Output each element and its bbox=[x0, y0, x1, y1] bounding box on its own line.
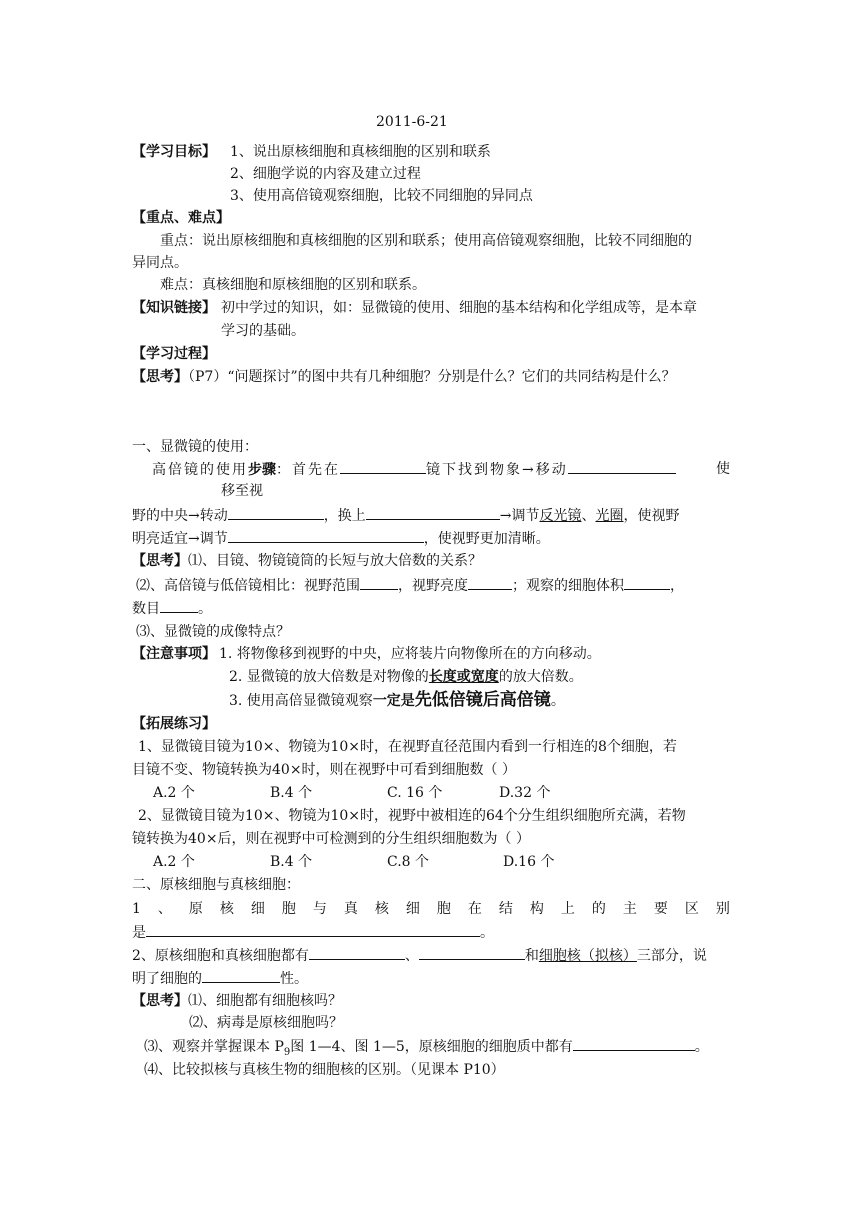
exercise-1-line-2: 目镜不变、物镜转换为40×时，则在视野中可看到细胞数（ ） bbox=[132, 762, 516, 778]
exercise-1-option-b: B.4 个 bbox=[270, 785, 313, 801]
section-2-item-1 bbox=[132, 899, 730, 919]
section-1-think-q3: ⑶、显微镜的成像特点？ bbox=[136, 624, 290, 640]
exercise-1-option-d: D.32 个 bbox=[499, 785, 551, 801]
item-1-char: 区 bbox=[684, 901, 699, 917]
exercise-2-line-1: 2、显微镜目镜为10×、物镜为10×时，视野中被相连的64个分生组织细胞所充满，若物 bbox=[138, 808, 686, 824]
note-3: 3. 使用高倍显微镜观察一定是先低倍镜后高倍镜。 bbox=[229, 690, 565, 710]
blank-move bbox=[568, 459, 676, 474]
exercise-2-option-b: B.4 个 bbox=[270, 854, 313, 870]
knowledge-link-line-2: 学习的基础。 bbox=[221, 323, 305, 339]
key-point-line-1: 重点：说出原核细胞和真核细胞的区别和联系；使用高倍镜观察细胞，比较不同细胞的 bbox=[160, 233, 692, 249]
section-1-think-q2: ⑵、高倍镜与低倍镜相比：视野范围 ，视野亮度 ；观察的细胞体积 ， bbox=[136, 575, 684, 596]
item-1-char: 的 bbox=[591, 901, 606, 917]
section-2-title: 二、原核细胞与真核细胞： bbox=[132, 877, 300, 893]
section-2-think-q3: ⑶、观察并掌握课本 $P_9$图 1—4、图 1—5，原核细胞的细胞质中都有 。 bbox=[144, 1036, 709, 1063]
blank-structure-1 bbox=[309, 945, 405, 960]
exercise-2-option-d: D.16 个 bbox=[503, 854, 555, 870]
section-2-item-1-cont: 是 。 bbox=[132, 922, 494, 943]
exercise-2-option-c: C.8 个 bbox=[387, 854, 430, 870]
item-1-char: 别 bbox=[715, 901, 730, 917]
blank-lens bbox=[340, 459, 426, 474]
item-1-char: 要 bbox=[653, 901, 668, 917]
objective-3: 3、使用高倍镜观察细胞，比较不同细胞的异同点 bbox=[230, 188, 533, 204]
item-1-char: 与 bbox=[312, 901, 327, 917]
exercise-2-line-2: 镜转换为40×后，则在视野中可检测到的分生组织细胞数为（ ） bbox=[132, 831, 530, 847]
process-tag: 【学习过程】 bbox=[132, 346, 216, 362]
blank-main-difference bbox=[146, 922, 480, 937]
item-1-char: 细 bbox=[405, 901, 420, 917]
item-1-char: 核 bbox=[219, 901, 234, 917]
steps-line-cont: 移至视 bbox=[221, 483, 263, 499]
objective-1: 1、说出原核细胞和真核细胞的区别和联系 bbox=[230, 144, 491, 160]
key-point-line-2: 异同点。 bbox=[132, 255, 188, 271]
blank-cell-property bbox=[202, 968, 280, 983]
blank-switch bbox=[366, 505, 500, 520]
note-1: 1. 将物像移到视野的中央，应将装片向物像所在的方向移动。 bbox=[219, 646, 601, 662]
section-1-think-q2-cont: 数目 。 bbox=[132, 598, 212, 619]
item-1-char: 细 bbox=[250, 901, 265, 917]
exercise-1-option-c: C. 16 个 bbox=[387, 785, 443, 801]
reflector-term: 反光镜 bbox=[539, 508, 582, 524]
section-2-item-2: 2、原核细胞和真核细胞都有 、 和细胞核（拟核）三部分，说 bbox=[132, 945, 707, 966]
item-1-char: 原 bbox=[188, 901, 203, 917]
nucleus-term: 细胞核（拟核） bbox=[538, 948, 637, 964]
item-1-char: 、 bbox=[157, 901, 172, 917]
blank-adjust bbox=[228, 528, 424, 543]
think-question-text: （P7）“问题探讨”的图中共有几种细胞？分别是什么？它们的共同结构是什么？ bbox=[188, 369, 676, 385]
steps-label: 步骤 bbox=[248, 462, 276, 478]
blank-field-brightness bbox=[468, 575, 512, 590]
blank-cell-volume bbox=[624, 575, 670, 590]
blank-cytoplasm bbox=[573, 1036, 695, 1051]
aperture-term: 光圈 bbox=[595, 508, 624, 524]
section-2-think-q4: ⑷、比较拟核与真核生物的细胞核的区别。（见课本 P10） bbox=[144, 1062, 505, 1078]
steps-line: 高倍镜的使用步骤：首先在 镜下找到物象→移动 使 bbox=[152, 461, 730, 478]
section-1-title: 一、显微镜的使用： bbox=[132, 439, 258, 455]
exercise-1-line-1: 1、显微镜目镜为10×、物镜为10×时，在视野直径范围内看到一行相连的8个细胞，若 bbox=[138, 739, 677, 755]
exercises-tag: 【拓展练习】 bbox=[132, 716, 216, 732]
objectives-tag: 【学习目标】 bbox=[132, 144, 216, 160]
blank-turn bbox=[228, 505, 324, 520]
think-tag: 【思考】 bbox=[132, 369, 188, 385]
item-1-char: 1 bbox=[132, 901, 141, 917]
steps-line-3: 野的中央→转动 ，换上 →调节反光镜、光圈，使视野 bbox=[132, 505, 679, 526]
section-2-think-q2: ⑵、病毒是原核细胞吗？ bbox=[189, 1015, 343, 1031]
low-then-high: 先低倍镜后高倍镜 bbox=[414, 690, 551, 710]
think-question-1 bbox=[132, 367, 676, 387]
item-1-char: 主 bbox=[622, 901, 637, 917]
item-1-char: 真 bbox=[343, 901, 358, 917]
item-1-char: 构 bbox=[529, 901, 544, 917]
item-1-char: 在 bbox=[467, 901, 482, 917]
key-points-tag: 【重点、难点】 bbox=[132, 210, 230, 226]
difficult-point: 难点：真核细胞和原核细胞的区别和联系。 bbox=[160, 277, 426, 293]
length-or-width: 长度或宽度 bbox=[428, 669, 499, 685]
item-1-char: 结 bbox=[498, 901, 513, 917]
blank-cell-count bbox=[160, 598, 198, 613]
item-1-char: 上 bbox=[560, 901, 575, 917]
item-1-char: 胞 bbox=[436, 901, 451, 917]
exercise-2-option-a: A.2 个 bbox=[153, 854, 195, 870]
item-1-char: 核 bbox=[374, 901, 389, 917]
objective-2: 2、细胞学说的内容及建立过程 bbox=[230, 166, 421, 182]
knowledge-link-line-1: 初中学过的知识，如：显微镜的使用、细胞的基本结构和化学组成等，是本章 bbox=[221, 300, 697, 316]
section-2-think-q1: 【思考】⑴、细胞都有细胞核吗？ bbox=[132, 993, 342, 1009]
item-1-char: 胞 bbox=[281, 901, 296, 917]
knowledge-link-tag: 【知识链接】 bbox=[132, 300, 216, 316]
steps-line-4: 明亮适宜→调节 ，使视野更加清晰。 bbox=[132, 528, 550, 549]
blank-field-range bbox=[360, 575, 398, 590]
blank-structure-2 bbox=[419, 945, 525, 960]
date: 2011-6-21 bbox=[376, 114, 448, 130]
exercise-1-option-a: A.2 个 bbox=[153, 785, 195, 801]
notes-tag: 【注意事项】 bbox=[132, 646, 216, 662]
section-2-item-2-cont: 明了细胞的 性。 bbox=[132, 968, 308, 989]
note-2: 2. 显微镜的放大倍数是对物像的长度或宽度的放大倍数。 bbox=[229, 669, 583, 685]
section-1-think-q1: 【思考】⑴、目镜、物镜镜筒的长短与放大倍数的关系？ bbox=[132, 553, 482, 569]
